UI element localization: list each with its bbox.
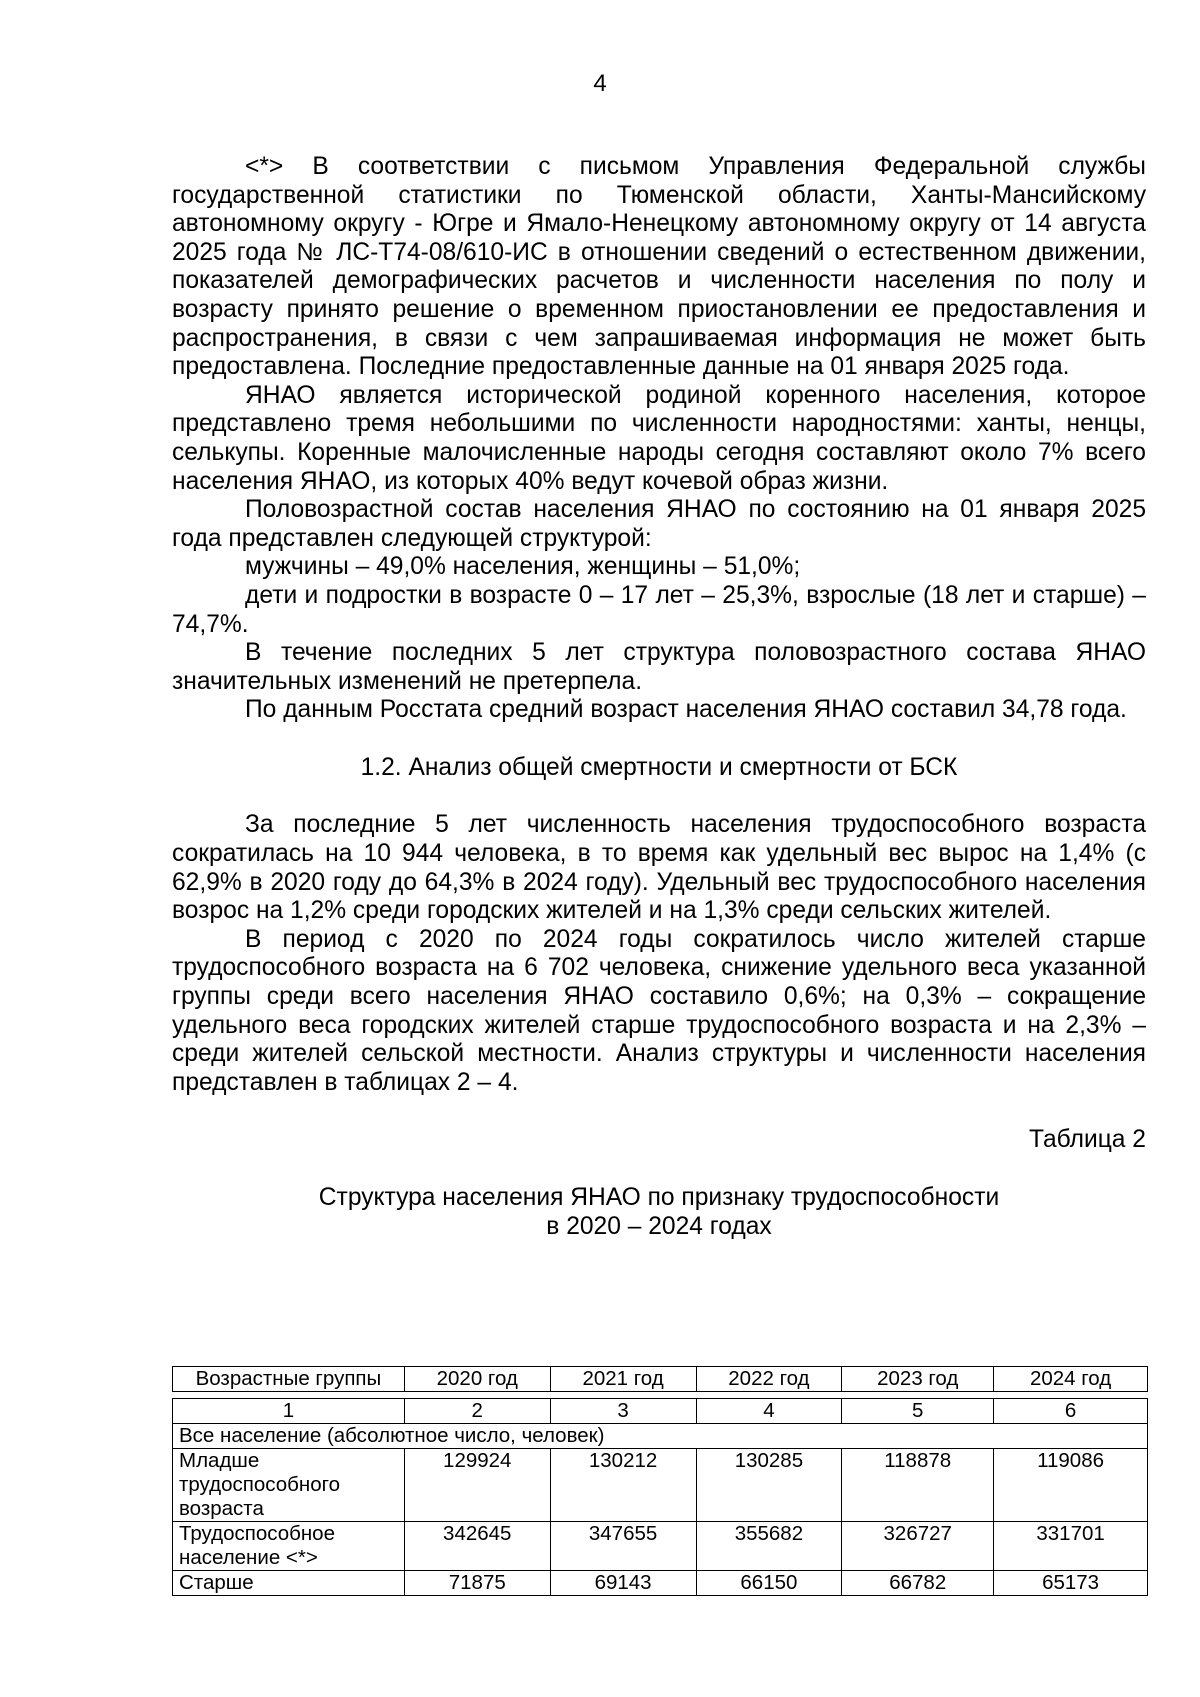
cell-value: 347655 (550, 1522, 696, 1571)
cell-value: 66782 (842, 1571, 994, 1596)
cell-value: 66150 (696, 1571, 842, 1596)
document-body (172, 153, 1146, 1241)
colnum-6: 6 (994, 1399, 1148, 1424)
cell-value: 355682 (696, 1522, 842, 1571)
table-gap (173, 1392, 1148, 1399)
paragraph-working-age: За последние 5 лет численность населения трудоспособного возраста сократилась на 10 944 человека, в то время как удельный вес вырос на 1,4% (с 62,9% в 2020 году до 64,3% в 2024 году). Удельный вес трудоспособного населения возрос на 1,2% среди городских жителей и на 1,3% среди сельских жителей. (172, 811, 1146, 925)
table-row (173, 1449, 1148, 1522)
table-title-line2: в 2020 – 2024 годах (546, 1212, 772, 1240)
cell-value: 342645 (404, 1522, 550, 1571)
table-title (172, 1184, 1146, 1241)
colnum-4: 4 (696, 1399, 842, 1424)
section-heading: 1.2. Анализ общей смертности и смертности от БСК (360, 753, 958, 781)
paragraph-footnote: <*> В соответствии с письмом Управления Федеральной службы государственной статистики по Тюменской области, Ханты-Мансийскому автономному округу - Югре и Ямало-Ненецкому автономному округу от 14 августа 2025 года № ЛС-Т74-08/610-ИС в отношении сведений о естественном движении, показателей демографических расчетов и численности населения по полу и возрасту принято решение о временном приостановлении ее предоставления и распространения, в связи с чем запрашиваемая информация не может быть предоставлена. Последние предоставленные данные на 01 января 2025 года. (172, 153, 1146, 381)
cell-value: 71875 (404, 1571, 550, 1596)
table-section-row (173, 1424, 1148, 1449)
header-2020: 2020 год (404, 1367, 550, 1392)
cell-value: 331701 (994, 1522, 1148, 1571)
cell-value: 69143 (550, 1571, 696, 1596)
colnum-5: 5 (842, 1399, 994, 1424)
table-row (173, 1571, 1148, 1596)
paragraph-older-age: В период с 2020 по 2024 годы сократилось число жителей старше трудоспособного возраста на 6 702 человека, снижение удельного веса указанной группы среди всего населения ЯНАО составило 0,6%; на 0,3% – сокращение удельного веса городских жителей старше трудоспособного возраста и на 2,3% – среди жителей сельской местности. Анализ структуры и численности населения представлен в таблицах 2 – 4. (172, 925, 1146, 1096)
colnum-2: 2 (404, 1399, 550, 1424)
cell-value: 129924 (404, 1449, 550, 1522)
colnum-3: 3 (550, 1399, 696, 1424)
header-2023: 2023 год (842, 1367, 994, 1392)
cell-value: 130212 (550, 1449, 696, 1522)
table-colnum-row (173, 1399, 1148, 1424)
paragraph-age-sex-structure: Половозрастной состав населения ЯНАО по состоянию на 01 января 2025 года представлен следующей структурой: (172, 496, 1146, 552)
colnum-1: 1 (173, 1399, 405, 1424)
population-table (172, 1366, 1148, 1596)
table-row (173, 1522, 1148, 1571)
header-2021: 2021 год (550, 1367, 696, 1392)
cell-value: 65173 (994, 1571, 1148, 1596)
row-label: Трудоспособное население <*> (173, 1522, 405, 1571)
cell-value: 119086 (994, 1449, 1148, 1522)
page-number: 4 (593, 70, 607, 97)
table-label: Таблица 2 (1029, 1126, 1146, 1154)
row-label: Младше трудоспособного возраста (173, 1449, 405, 1522)
header-2022: 2022 год (696, 1367, 842, 1392)
paragraph-no-changes: В течение последних 5 лет структура половозрастного состава ЯНАО значительных изменений не претерпела. (172, 639, 1146, 695)
cell-value: 326727 (842, 1522, 994, 1571)
paragraph-median-age: По данным Росстата средний возраст населения ЯНАО составил 34,78 года. (245, 696, 1127, 724)
header-2024: 2024 год (994, 1367, 1148, 1392)
table-header-row (173, 1367, 1148, 1392)
row-label: Старше (173, 1571, 405, 1596)
cell-value: 118878 (842, 1449, 994, 1522)
paragraph-age-split: дети и подростки в возрасте 0 – 17 лет – 25,3%, взрослые (18 лет и старше) – 74,7%. (172, 581, 1146, 638)
cell-value: 130285 (696, 1449, 842, 1522)
section-row-label: Все население (абсолютное число, человек) (173, 1424, 1148, 1449)
table-title-line1: Структура населения ЯНАО по признаку трудоспособности (318, 1184, 1000, 1211)
paragraph-indigenous: ЯНАО является исторической родиной коренного населения, которое представлено тремя небольшими по численности народностями: ханты, ненцы, селькупы. Коренные малочисленные народы сегодня составляют около 7% всего населения ЯНАО, из которых 40% ведут кочевой образ жизни. (172, 381, 1146, 495)
header-age-groups: Возрастные группы (173, 1367, 405, 1392)
paragraph-gender-split: мужчины – 49,0% населения, женщины – 51,0%; (245, 553, 801, 581)
